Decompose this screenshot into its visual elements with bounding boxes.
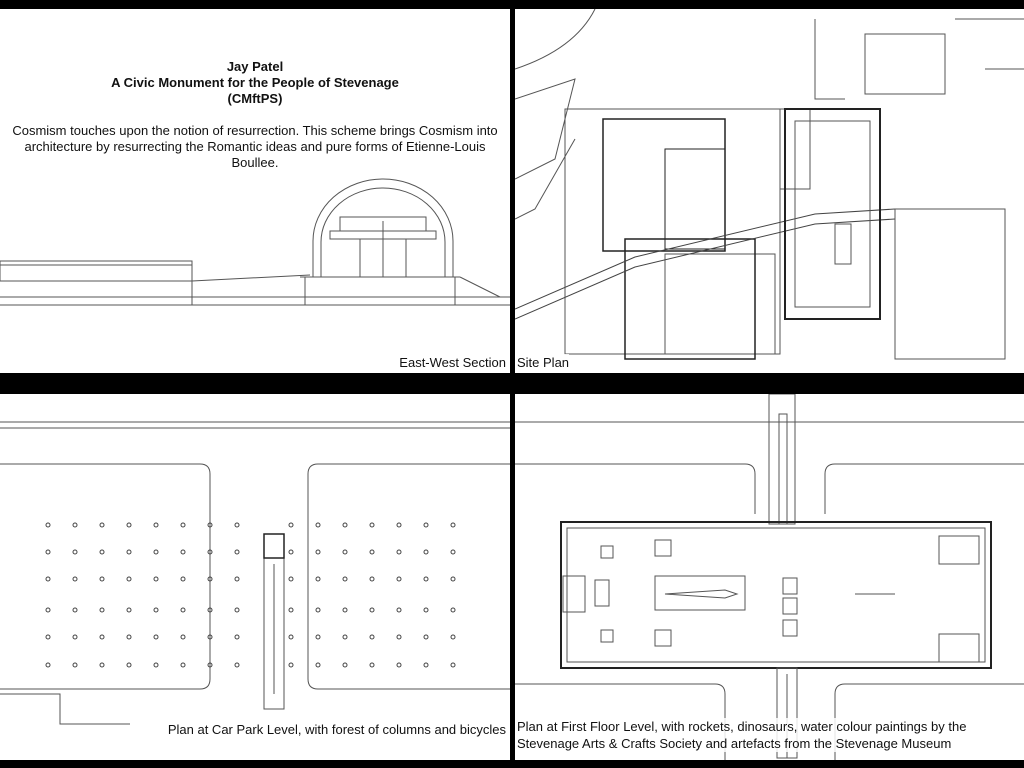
column-dot [181,608,185,612]
column-dot [397,577,401,581]
section-caption: East-West Section [399,355,506,370]
column-dot [370,523,374,527]
column-dot [181,523,185,527]
title-block [0,59,510,171]
column-dot [46,663,50,667]
column-dot [316,523,320,527]
column-dot [343,577,347,581]
column-dot [154,608,158,612]
column-dot [127,550,131,554]
column-dot [316,550,320,554]
column-dot [424,635,428,639]
first-floor-caption-line1: Plan at First Floor Level, with rockets, dinosaurs, water colour paintings by the [517,719,967,734]
first-floor-caption-line2: Stevenage Arts & Crafts Society and artefacts from the Stevenage Museum [517,736,952,751]
car-park-panel [0,394,510,760]
column-dot [127,663,131,667]
column-dot [343,523,347,527]
column-dot [343,635,347,639]
first-floor-panel [515,394,1024,760]
column-dot [451,608,455,612]
column-dot [289,523,293,527]
column-dot [343,608,347,612]
column-dot [424,550,428,554]
column-dot [127,608,131,612]
column-dot [451,577,455,581]
column-dot [100,635,104,639]
column-dot [316,577,320,581]
column-dot [73,523,77,527]
column-dot [370,577,374,581]
column-dot [289,663,293,667]
column-dot [316,608,320,612]
column-dot [100,550,104,554]
column-dot [73,550,77,554]
column-dot [235,577,239,581]
column-dot [316,663,320,667]
column-dot [100,663,104,667]
column-grid [46,523,455,667]
column-dot [289,635,293,639]
column-dot [181,550,185,554]
site-plan-drawing [515,9,1024,373]
column-dot [424,608,428,612]
column-dot [100,577,104,581]
column-dot [127,523,131,527]
column-dot [235,608,239,612]
column-dot [73,635,77,639]
column-dot [235,635,239,639]
column-dot [424,577,428,581]
column-dot [370,635,374,639]
column-dot [289,608,293,612]
column-dot [46,550,50,554]
column-dot [316,635,320,639]
project-acronym: (CMftPS) [227,91,283,106]
column-dot [73,663,77,667]
column-dot [46,577,50,581]
car-park-plan-drawing [0,394,510,760]
column-dot [181,663,185,667]
site-plan-caption: Site Plan [517,355,570,370]
column-dot [451,550,455,554]
column-dot [343,550,347,554]
column-dot [235,550,239,554]
column-dot [451,523,455,527]
column-dot [451,635,455,639]
column-dot [181,635,185,639]
column-dot [46,523,50,527]
column-dot [127,635,131,639]
project-title: A Civic Monument for the People of Stevenage [111,75,399,90]
column-dot [370,608,374,612]
column-dot [424,663,428,667]
column-dot [73,577,77,581]
column-dot [154,550,158,554]
column-dot [100,523,104,527]
column-dot [289,577,293,581]
column-dot [154,577,158,581]
car-park-caption: Plan at Car Park Level, with forest of columns and bicycles [167,722,506,737]
project-description: Cosmism touches upon the notion of resurrection. This scheme brings Cosmism into architecture by resurrecting the Romantic ideas and pure forms of Etienne-Louis Boullee. [12,123,498,170]
column-dot [370,663,374,667]
column-dot [154,523,158,527]
column-dot [397,635,401,639]
column-dot [100,608,104,612]
column-dot [343,663,347,667]
column-dot [127,577,131,581]
column-dot [424,523,428,527]
column-dot [46,608,50,612]
column-dot [235,663,239,667]
column-dot [370,550,374,554]
column-dot [289,550,293,554]
column-dot [46,635,50,639]
column-dot [181,577,185,581]
column-dot [397,663,401,667]
section-panel [0,9,510,373]
column-dot [235,523,239,527]
column-dot [154,635,158,639]
column-dot [154,663,158,667]
first-floor-plan-drawing [515,394,1024,760]
column-dot [73,608,77,612]
column-dot [397,523,401,527]
author-name: Jay Patel [226,59,284,74]
column-dot [397,608,401,612]
column-dot [397,550,401,554]
site-plan-panel [515,9,1024,373]
column-dot [451,663,455,667]
first-floor-caption [517,718,966,752]
